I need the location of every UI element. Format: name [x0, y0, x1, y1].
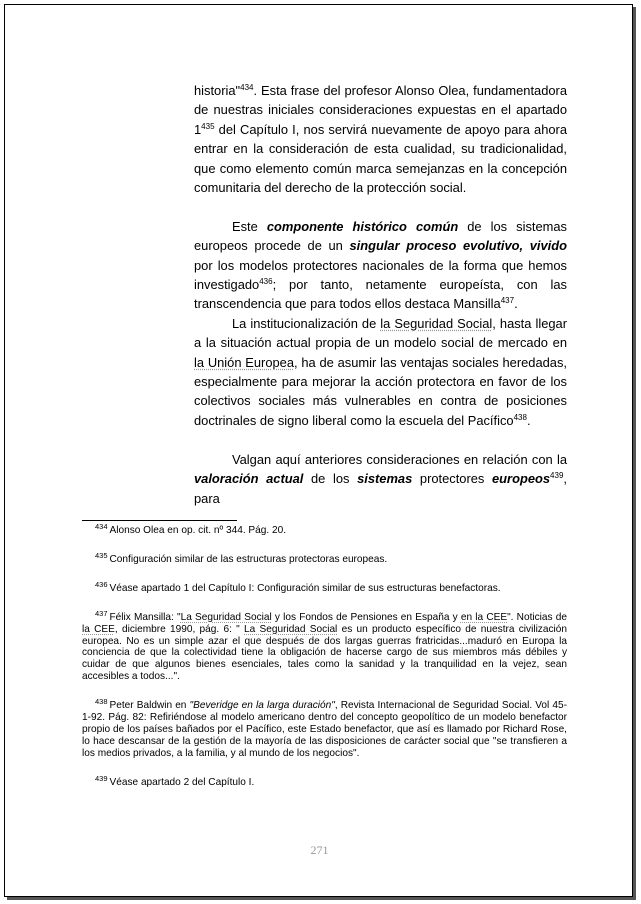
text-run: historia" — [194, 83, 241, 98]
paragraph-3 — [194, 314, 567, 430]
text-run: protectores — [412, 471, 493, 487]
text-run: Valgan aquí anteriores consideraciones en relación con la — [232, 451, 567, 467]
text-run: por los modelos protectores nacionales de la forma que hemos investigado — [194, 257, 567, 293]
footnote-439 — [82, 773, 567, 789]
paragraph-spacer — [194, 197, 567, 216]
text-run: , para — [194, 471, 567, 506]
footnote-436 — [82, 579, 567, 595]
text-run: . Esta frase del profesor Alonso Olea, fundamentadora de nuestras iniciales consideraciones expuestas en el apartado 1 — [194, 83, 567, 137]
footnote-text: Peter Baldwin en — [109, 700, 190, 712]
footnote-number: 434 — [95, 522, 108, 531]
footnote-text: es un producto específico de nuestra civilización europea. No es un simple azar el que después de dos largas guerras fratricidas...maduró en Europa la conciencia de que la colectividad tiene la obligación de hacerse cargo de sus miembros más débiles y cuidar de que algunos bienes esenciales, tales como la sanidad y la tranquilidad en la vejez, sean accesibles a todos...". — [82, 623, 567, 683]
emphasis: europeos — [492, 471, 551, 487]
footnote-ref-437[interactable]: 437 — [500, 296, 515, 306]
text-run: ; por tanto, netamente europeísta, con las transcendencia que para todos ellos destaca Mansilla — [194, 277, 567, 312]
text-run: de los — [303, 471, 358, 487]
footnote-text: Configuración similar de las estructuras protectoras europeas. — [109, 553, 388, 565]
footnotes — [82, 522, 567, 789]
document-page — [4, 4, 633, 897]
text-run: Este — [232, 218, 267, 234]
footnote-text: , Revista Internacional de Seguridad Social. Vol 45-1-92. Pág. 82: Refiriéndose al modelo americano dentro del concepto geopolítico de un modelo benefactor propio de los países bañados por el Pacífico, este Estado benefactor, que así es llamado por Richard Rose, lo hace descansar de la gestión de la mayoría de las disposiciones de carácter social que "se transfieren a los medios privados, a la familia, y al mundo de los negocios". — [82, 700, 567, 759]
main-text — [194, 81, 567, 508]
footnote-number: 437 — [95, 608, 108, 618]
footnote-number: 436 — [95, 579, 108, 589]
page-number: 271 — [310, 843, 329, 857]
paragraph-2 — [194, 217, 567, 314]
paragraph-spacer — [194, 430, 567, 449]
text-run: La institucionalización de — [232, 315, 381, 331]
text-run: , ha de asumir las ventajas sociales heredadas, especialmente para mejorar la acción protectora en favor de los colectivos sociales más vulnerables en contra de posiciones doctrinales de signo liberal como la escuela del Pacífico — [194, 354, 567, 428]
footnote-text: y los Fondos de Pensiones en España y — [271, 611, 461, 623]
footnote-text: Alonso Olea en op. cit. nº 344. Pág. 20. — [109, 525, 287, 536]
emphasis: sistemas — [357, 471, 413, 487]
emphasis: singular proceso evolutivo, vivido — [349, 238, 568, 254]
text-run: de los sistemas europeos procede de un — [194, 218, 567, 254]
emphasis: valoración actual — [194, 471, 304, 487]
footnote-text: , diciembre 1990, pág. 6: " — [114, 623, 245, 635]
footnote-number: 439 — [95, 773, 108, 783]
footnote-ref-436[interactable]: 436 — [259, 277, 273, 287]
footnote-435 — [82, 550, 567, 566]
italic-title: "Beveridge en la larga duración" — [189, 700, 335, 712]
footnote-text: Véase apartado 2 del Capítulo I. — [109, 776, 255, 788]
footnote-number: 438 — [95, 697, 108, 707]
footnote-separator — [82, 520, 237, 521]
underlined-term: la CEE — [82, 623, 115, 635]
footnote-ref-435[interactable]: 435 — [201, 121, 215, 131]
paragraph-1 — [194, 81, 567, 197]
underlined-term: la Seguridad Social — [380, 315, 493, 331]
text-run: , hasta llegar a la situación actual propia de un modelo social de mercado en — [194, 315, 568, 351]
footnote-ref-439[interactable]: 439 — [550, 471, 564, 481]
footnote-437 — [82, 608, 567, 683]
underlined-term: la Unión Europea — [194, 354, 295, 370]
footnote-ref-438[interactable]: 438 — [513, 412, 527, 422]
text-run: del Capítulo I, nos servirá nuevamente de apoyo para ahora entrar en la consideración de esta cualidad, su tradicionalidad, que como elemento común marca semejanzas en la concepción comunitaria del derecho de la protección social. — [194, 121, 567, 196]
paragraph-4 — [194, 450, 567, 508]
footnote-text: Véase apartado 1 del Capítulo I: Configuración similar de sus estructuras benefactoras. — [109, 582, 501, 594]
footnote-438 — [82, 697, 567, 760]
text-run: . — [526, 412, 531, 428]
footnote-text: ". Noticias de — [507, 611, 567, 623]
underlined-term: La Seguridad Social — [180, 611, 272, 623]
footnote-ref-434[interactable]: 434 — [240, 83, 254, 92]
emphasis: componente histórico común — [266, 218, 459, 234]
underlined-term: La Seguridad Social — [244, 623, 338, 635]
underlined-term: en la CEE — [460, 611, 508, 623]
footnote-number: 435 — [95, 550, 108, 560]
footnote-434 — [82, 522, 567, 537]
footnote-text: Félix Mansilla: " — [109, 611, 181, 623]
text-run: . — [514, 296, 518, 312]
